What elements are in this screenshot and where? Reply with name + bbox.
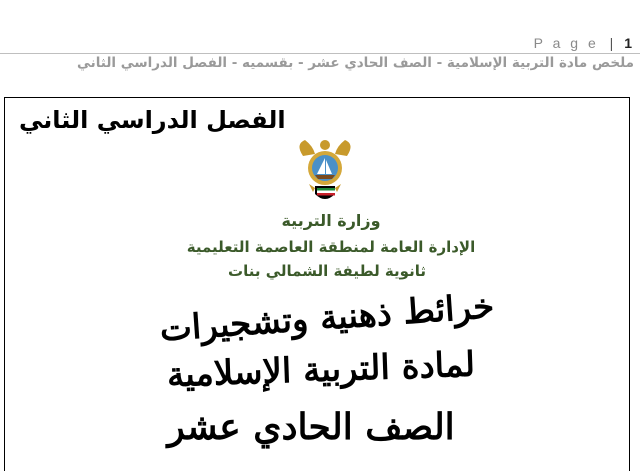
page-number: 1 [624,35,632,51]
ministry-name: وزارة التربية [281,211,381,230]
page-number-header [534,35,632,51]
semester-title: الفصل الدراسي الثاني [19,106,286,134]
cover-title-line-2: لمادة التربية الإسلامية [166,344,476,396]
document-cover-box [4,97,630,471]
header-divider [0,53,640,54]
directorate-name: الإدارة العامة لمنطقة العاصمة التعليمية [186,238,476,256]
summary-line: ملخص مادة التربية الإسلامية - الصف الحادي عشر - بقسميه - الفصل الدراسي الثاني [77,55,634,71]
cover-title-line-3: الصف الحادي عشر [167,406,455,448]
school-name: ثانوية لطيفة الشمالي بنات [228,262,426,280]
cover-title-line-1: خرائط ذهنية وتشجيرات [158,286,496,350]
page-label: P a g e [533,35,599,51]
page-separator: | [609,35,614,51]
kuwait-emblem-icon [295,136,355,206]
